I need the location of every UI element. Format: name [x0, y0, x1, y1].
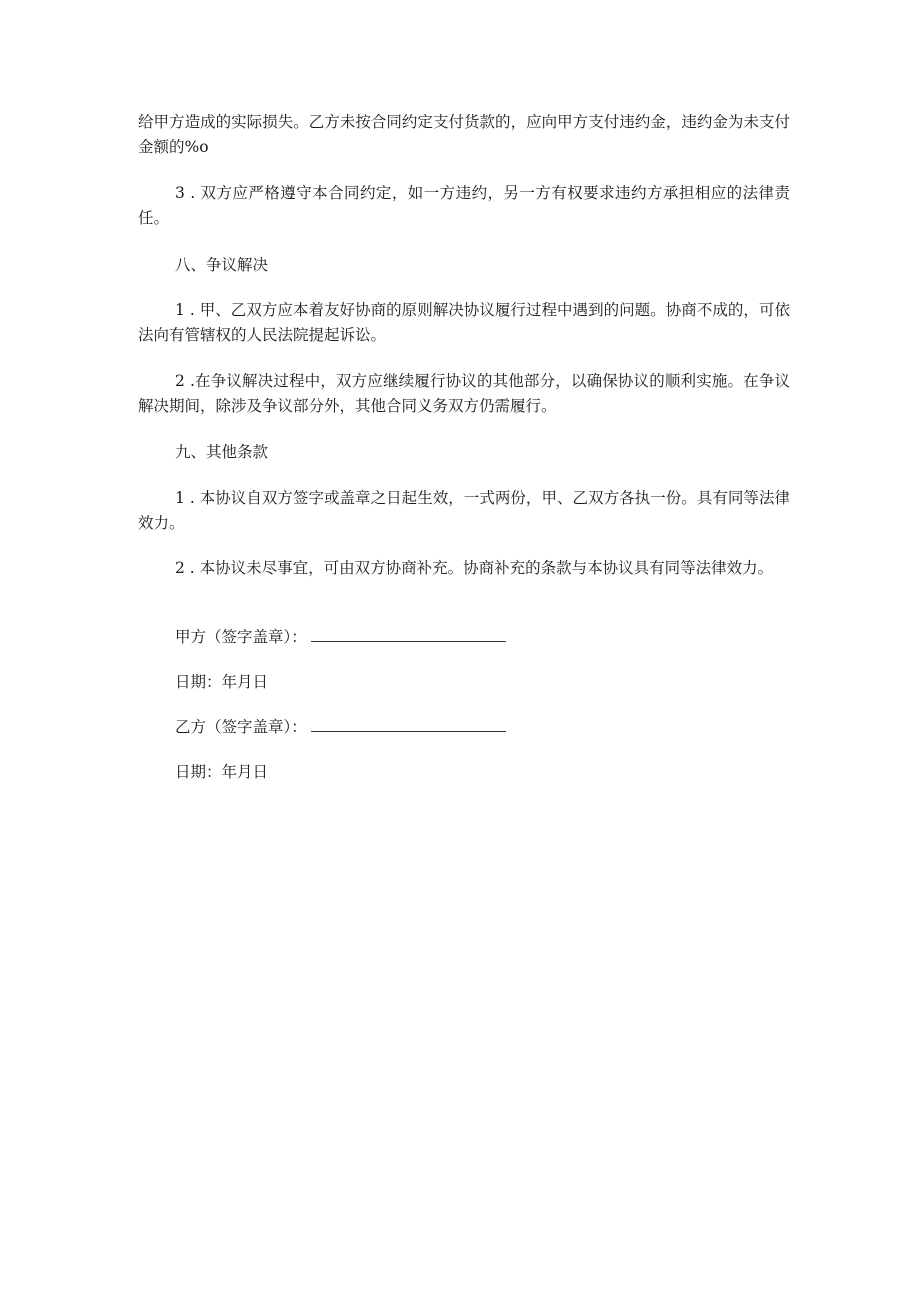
party-a-signature-row — [175, 625, 506, 650]
party-a-signature-line[interactable] — [311, 626, 506, 642]
heading-dispute-resolution: 八、争议解决 — [175, 256, 269, 274]
party-a-signature-label: 甲方（签字盖章）： — [175, 628, 307, 646]
heading-other-terms: 九、其他条款 — [175, 443, 269, 461]
party-b-signature-row — [175, 715, 506, 740]
paragraph-liability-continued: 给甲方造成的实际损失。乙方未按合同约定支付货款的，应向甲方支付违约金，违约金为未支付金额的%o — [138, 113, 790, 156]
party-b-signature-line[interactable] — [311, 716, 506, 732]
paragraph-other-1: 1 . 本协议自双方签字或盖章之日起生效，一式两份，甲、乙双方各执一份。具有同等法律效力。 — [138, 489, 790, 532]
party-b-signature-label: 乙方（签字盖章）： — [175, 718, 307, 736]
paragraph-other-2: 2 . 本协议未尽事宜，可由双方协商补充。协商补充的条款与本协议具有同等法律效力。 — [175, 559, 774, 577]
paragraph-dispute-1: 1 . 甲、乙双方应本着友好协商的原则解决协议履行过程中遇到的问题。协商不成的，可依法向有管辖权的人民法院提起诉讼。 — [138, 301, 790, 344]
party-b-date: 日期：年月日 — [175, 763, 269, 781]
paragraph-liability-3: 3 . 双方应严格遵守本合同约定，如一方违约，另一方有权要求违约方承担相应的法律责任。 — [138, 184, 790, 227]
party-a-date: 日期：年月日 — [175, 673, 269, 691]
paragraph-dispute-2: 2 .在争议解决过程中，双方应继续履行协议的其他部分，以确保协议的顺利实施。在争议解决期间，除涉及争议部分外，其他合同义务双方仍需履行。 — [138, 372, 790, 415]
